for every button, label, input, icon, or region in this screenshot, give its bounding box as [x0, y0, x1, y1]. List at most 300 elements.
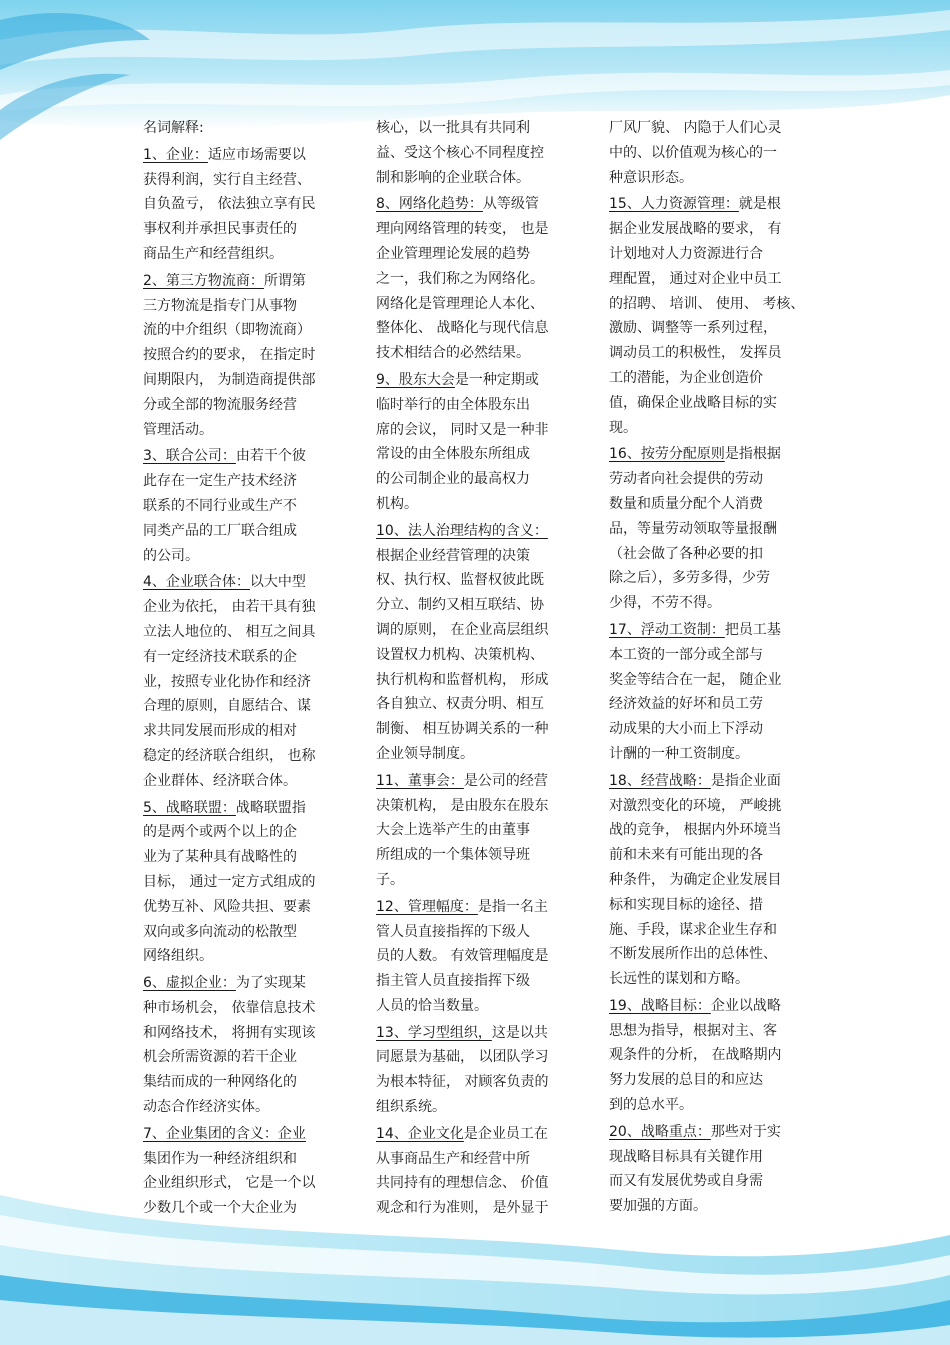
text-segment: 企业以战略 [710, 997, 781, 1014]
text-line [376, 668, 581, 693]
text-line [376, 868, 581, 893]
text-line [143, 217, 348, 242]
text-line [609, 341, 814, 366]
text-line [143, 242, 348, 267]
text-segment: 适应市场需要以 [207, 146, 306, 163]
text-segment: 技术相结合的必然结果。 [376, 345, 530, 362]
text-segment: 长远性的谋划和方略。 [609, 971, 749, 988]
term-entry [376, 192, 581, 368]
text-segment: 据企业发展战略的要求， 有 [609, 221, 782, 238]
text-line [609, 316, 814, 341]
text-line [609, 217, 814, 242]
text-segment: 企业组织形式， 它是一个以 [143, 1175, 316, 1192]
text-segment: 自负盈亏， 依法独立享有民 [143, 196, 316, 213]
text-line [376, 166, 581, 191]
text-segment: 事权利并承担民事责任的 [143, 221, 297, 238]
text-segment: 工的潜能，为企业创造价 [609, 369, 763, 386]
text-segment: 经济效益的好坏和员工劳 [609, 696, 763, 713]
text-segment: 机构。 [376, 495, 418, 512]
term-title: 7、企业集团的含义：企业 [143, 1125, 306, 1142]
text-line [376, 242, 581, 267]
text-segment: 厂风厂貌、 内隐于人们心灵 [609, 120, 782, 136]
text-line [143, 769, 348, 794]
text-line [143, 820, 348, 845]
term-heading-line [376, 769, 581, 794]
text-line [609, 643, 814, 668]
text-line [376, 492, 581, 517]
text-line [609, 1169, 814, 1194]
text-line [609, 416, 814, 441]
text-segment: 子。 [376, 871, 404, 888]
text-segment: 调动员工的积极性， 发挥员 [609, 345, 782, 362]
text-segment: 是指一名主 [477, 898, 548, 915]
text-line [609, 794, 814, 819]
text-line [143, 544, 348, 569]
term-entry [376, 519, 581, 769]
term-title: 9、股东大会 [376, 371, 455, 388]
text-segment: 观条件的分析， 在战略期内 [609, 1047, 782, 1064]
text-line [376, 1147, 581, 1172]
text-line [376, 1095, 581, 1120]
text-line [609, 591, 814, 616]
term-heading-line [376, 519, 581, 544]
term-entry [376, 769, 581, 895]
text-segment: 共同持有的理想信念、 价值 [376, 1175, 549, 1192]
term-entry [609, 769, 814, 994]
text-segment: 而又有发展优势或自身需 [609, 1173, 763, 1190]
text-segment: 集团作为一种经济组织和 [143, 1150, 297, 1167]
term-heading-line [143, 116, 348, 141]
text-segment: 根据企业经营管理的决策 [376, 547, 530, 564]
text-segment: 计酬的一种工资制度。 [609, 745, 749, 762]
text-line [143, 1095, 348, 1120]
text-line [376, 742, 581, 767]
text-segment: 组织系统。 [376, 1099, 446, 1116]
text-segment: 品，等量劳动领取等量报酬 [609, 520, 777, 537]
column-1 [143, 116, 348, 1223]
text-segment: 企业管理理论发展的趋势 [376, 245, 530, 262]
text-segment: 集结而成的一种网络化的 [143, 1074, 297, 1091]
term-entry [143, 143, 348, 269]
text-line [376, 442, 581, 467]
text-line [609, 517, 814, 542]
text-segment: 的公司制企业的最高权力 [376, 471, 530, 488]
term-entry [609, 116, 814, 192]
text-line [376, 1196, 581, 1221]
text-segment: 分或全部的物流服务经营 [143, 396, 297, 413]
text-segment: 整体化、 战略化与现代信息 [376, 320, 549, 337]
term-title: 16、按劳分配原则 [609, 446, 725, 463]
text-segment: 机会所需资源的若干企业 [143, 1049, 297, 1066]
term-entry [376, 1122, 581, 1223]
term-entry [376, 895, 581, 1021]
text-line [609, 292, 814, 317]
text-segment: 激励、调整等一系列过程， [609, 320, 777, 337]
text-segment: 努力发展的总目的和应达 [609, 1072, 763, 1089]
term-title: 10、法人治理结构的含义： [376, 522, 548, 539]
text-line [143, 870, 348, 895]
term-entry [609, 192, 814, 442]
term-entry [143, 570, 348, 795]
term-entry [143, 269, 348, 445]
term-title: 14、企业文化 [376, 1125, 464, 1142]
term-entry [143, 116, 348, 143]
text-segment: 这是以共 [491, 1024, 548, 1041]
text-segment: 的公司。 [143, 547, 199, 564]
text-line [609, 942, 814, 967]
text-segment: 要加强的方面。 [609, 1198, 707, 1215]
term-title: 4、企业联合体： [143, 574, 250, 591]
term-heading-line [143, 796, 348, 821]
text-line [143, 996, 348, 1021]
text-line [143, 168, 348, 193]
term-title: 6、虚拟企业： [143, 975, 236, 992]
text-line [376, 544, 581, 569]
text-segment: 把员工基 [724, 621, 781, 638]
text-segment: 获得利润，实行自主经营、 [143, 171, 311, 188]
text-line [609, 542, 814, 567]
term-heading-line [143, 1122, 348, 1147]
text-line [609, 668, 814, 693]
text-line [143, 895, 348, 920]
text-segment: 目标， 通过一定方式组成的 [143, 873, 316, 890]
term-title: 20、战略重点： [609, 1123, 711, 1140]
text-segment: 业，按照专业化协作和经济 [143, 673, 311, 690]
text-segment: 此存在一定生产技术经济 [143, 473, 297, 490]
text-line [143, 694, 348, 719]
text-segment: 理配置， 通过对企业中员工 [609, 270, 782, 287]
text-line [376, 418, 581, 443]
column-2 [376, 116, 581, 1223]
term-title: 17、浮动工资制： [609, 621, 725, 638]
text-segment: 决策机构， 是由股东在股东 [376, 797, 549, 814]
text-segment: 指主管人员直接指挥下级 [376, 973, 530, 990]
text-segment: 人员的恰当数量。 [376, 997, 488, 1014]
text-segment: 是公司的经营 [463, 772, 548, 789]
text-segment: 网络组织。 [143, 948, 213, 965]
text-line [609, 742, 814, 767]
column-3 [609, 116, 814, 1221]
term-title: 5、战略联盟： [143, 799, 236, 816]
text-segment: 除之后），多劳多得，少劳 [609, 570, 770, 587]
text-segment: 动成果的大小而上下浮动 [609, 721, 763, 738]
text-line [609, 391, 814, 416]
term-entry [143, 971, 348, 1122]
text-segment: 企业领导制度。 [376, 745, 474, 762]
text-line [609, 1145, 814, 1170]
text-segment: 那些对于实 [710, 1123, 781, 1140]
text-line [609, 692, 814, 717]
text-line [609, 492, 814, 517]
text-segment: 为根本特征， 对顾客负责的 [376, 1074, 549, 1091]
text-segment: 以大中型 [249, 574, 306, 591]
text-line [143, 192, 348, 217]
text-line [143, 645, 348, 670]
text-line [143, 343, 348, 368]
text-segment: 到的总水平。 [609, 1097, 693, 1114]
text-segment: 就是根 [738, 196, 781, 213]
text-line [376, 1171, 581, 1196]
term-entry [609, 442, 814, 618]
term-heading-line [609, 618, 814, 643]
text-line [609, 717, 814, 742]
text-segment: 劳动者向社会提供的劳动 [609, 471, 763, 488]
term-title: 2、第三方物流商： [143, 272, 264, 289]
text-line [609, 267, 814, 292]
text-segment: 所组成的一个集体领导班 [376, 847, 530, 864]
term-title: 8、网络化趋势： [376, 196, 483, 213]
text-line [143, 719, 348, 744]
text-line [609, 868, 814, 893]
text-line [143, 845, 348, 870]
text-segment: 大会上选举产生的由董事 [376, 822, 530, 839]
text-segment: 前和未来有可能出现的各 [609, 847, 763, 864]
text-segment: 调的原则， 在企业高层组织 [376, 621, 549, 638]
text-segment: 为了实现某 [235, 975, 306, 992]
text-line [376, 341, 581, 366]
text-line [609, 1194, 814, 1219]
text-line [609, 141, 814, 166]
text-line [143, 1147, 348, 1172]
text-line [376, 467, 581, 492]
text-line [143, 469, 348, 494]
text-segment: 业为了某种具有战略性的 [143, 849, 297, 866]
text-line [609, 1019, 814, 1044]
text-line [143, 670, 348, 695]
text-segment: 动态合作经济实体。 [143, 1099, 269, 1116]
term-heading-line [609, 192, 814, 217]
term-entry [376, 116, 581, 192]
term-title: 18、经营战略： [609, 772, 711, 789]
term-entry [143, 796, 348, 972]
text-segment: 所谓第 [263, 272, 306, 289]
text-segment: 制衡、 相互协调关系的一种 [376, 721, 549, 738]
text-segment: 由若干个彼 [235, 448, 306, 465]
text-line [143, 418, 348, 443]
text-line [376, 994, 581, 1019]
text-segment: 是指根据 [724, 446, 781, 463]
text-segment: 优势互补、风险共担、要素 [143, 898, 311, 915]
text-segment: 有一定经济技术联系的企 [143, 648, 297, 665]
text-line [143, 1196, 348, 1221]
text-segment: 奖金等结合在一起， 随企业 [609, 671, 782, 688]
term-title: 19、战略目标： [609, 997, 711, 1014]
text-segment: 各自独立、权责分明、相互 [376, 696, 544, 713]
text-line [376, 267, 581, 292]
text-line [609, 1043, 814, 1068]
text-line [143, 368, 348, 393]
text-segment: 本工资的一部分或全部与 [609, 646, 763, 663]
text-segment: 网络化是管理理论人本化、 [376, 295, 544, 312]
text-line [376, 717, 581, 742]
term-entry [609, 1120, 814, 1221]
term-entry [609, 618, 814, 769]
term-title: 1、企业： [143, 146, 208, 163]
term-heading-line [376, 1021, 581, 1046]
text-segment: 计划地对人力资源进行合 [609, 245, 763, 262]
text-segment: 是一种定期或 [454, 371, 539, 388]
text-segment: 核心，以一批具有共同利 [376, 120, 530, 136]
text-segment: 战略联盟指 [235, 799, 306, 816]
text-line [609, 843, 814, 868]
text-line [143, 294, 348, 319]
text-line [376, 969, 581, 994]
text-segment: 不断发展所作出的总体性、 [609, 946, 777, 963]
text-segment: 联系的不同行业或生产不 [143, 497, 297, 514]
text-line [376, 1070, 581, 1095]
term-heading-line [376, 368, 581, 393]
text-segment: 的招聘、 培训、 使用、 考核、 [609, 295, 805, 312]
text-segment: 的是两个或两个以上的企 [143, 824, 297, 841]
term-heading-line [143, 444, 348, 469]
text-line [609, 818, 814, 843]
top-wave-background [0, 0, 950, 130]
text-segment: 求共同发展而形成的相对 [143, 723, 297, 740]
text-segment: 少数几个或一个大企业为 [143, 1200, 297, 1217]
text-line [143, 1171, 348, 1196]
term-heading-line [143, 570, 348, 595]
text-segment: 商品生产和经营组织。 [143, 245, 283, 262]
text-line [143, 1021, 348, 1046]
term-heading-line [609, 994, 814, 1019]
term-heading-line [376, 192, 581, 217]
text-line [609, 242, 814, 267]
text-segment: 稳定的经济联合组织， 也称 [143, 747, 316, 764]
term-entry [376, 1021, 581, 1122]
text-segment: 中的、以价值观为核心的一 [609, 144, 777, 161]
term-heading-line [609, 116, 814, 141]
term-title: 11、董事会： [376, 772, 464, 789]
text-line [376, 1045, 581, 1070]
text-line [376, 593, 581, 618]
text-segment: 益、受这个核心不同程度控 [376, 144, 544, 161]
text-segment: 种市场机会， 依靠信息技术 [143, 999, 316, 1016]
text-line [609, 1068, 814, 1093]
text-segment: 施、手段，谋求企业生存和 [609, 921, 777, 938]
text-segment: 合理的原则，自愿结合、谋 [143, 698, 311, 715]
term-entry [143, 444, 348, 570]
text-segment: 是企业员工在 [463, 1125, 548, 1142]
text-line [143, 393, 348, 418]
term-heading-line [609, 442, 814, 467]
text-segment: 常设的由全体股东所组成 [376, 446, 530, 463]
text-segment: 理向网络管理的转变， 也是 [376, 221, 549, 238]
term-entry [609, 994, 814, 1120]
text-segment: 管人员直接指挥的下级人 [376, 923, 530, 940]
term-heading-line [609, 769, 814, 794]
text-segment: 值，确保企业战略目标的实 [609, 394, 777, 411]
text-line [143, 1070, 348, 1095]
text-line [376, 920, 581, 945]
text-line [143, 1045, 348, 1070]
text-segment: 立法人地位的、 相互之间具 [143, 623, 316, 640]
text-line [609, 566, 814, 591]
text-segment: 种条件， 为确定企业发展目 [609, 871, 782, 888]
term-heading-line [143, 971, 348, 996]
text-line [376, 618, 581, 643]
text-line [376, 843, 581, 868]
text-segment: 流的中介组织（即物流商） [143, 322, 311, 339]
term-heading-line [143, 143, 348, 168]
text-segment: 同类产品的工厂联合组成 [143, 522, 297, 539]
text-line [143, 920, 348, 945]
term-title: 3、联合公司： [143, 448, 236, 465]
text-line [376, 292, 581, 317]
term-title: 15、人力资源管理： [609, 196, 739, 213]
text-line [609, 1093, 814, 1118]
text-line [143, 595, 348, 620]
text-line [143, 494, 348, 519]
text-line [376, 692, 581, 717]
text-segment: 权、执行权、监督权彼此既 [376, 572, 544, 589]
text-line [376, 217, 581, 242]
text-line [143, 519, 348, 544]
text-line [609, 166, 814, 191]
text-segment: 三方物流是指专门从事物 [143, 297, 297, 314]
term-entry [376, 368, 581, 519]
text-segment: 是指企业面 [710, 772, 781, 789]
text-segment: 标和实现目标的途径、措 [609, 896, 763, 913]
text-segment: 战的竞争， 根据内外环境当 [609, 822, 782, 839]
text-line [376, 818, 581, 843]
text-line [609, 918, 814, 943]
text-line [376, 316, 581, 341]
text-line [609, 893, 814, 918]
text-segment: 思想为指导，根据对主、客 [609, 1022, 777, 1039]
text-segment: 执行机构和监督机构， 形成 [376, 671, 549, 688]
term-heading-line [376, 895, 581, 920]
term-title: 12、管理幅度： [376, 898, 478, 915]
text-segment: （社会做了各种必要的扣 [609, 545, 763, 562]
text-segment: 按照合约的要求， 在指定时 [143, 347, 316, 364]
text-line [609, 366, 814, 391]
text-line [609, 467, 814, 492]
text-line [376, 393, 581, 418]
text-line [376, 568, 581, 593]
term-heading-line [376, 1122, 581, 1147]
text-segment: 少得，不劳不得。 [609, 595, 721, 612]
text-segment: 制和影响的企业联合体。 [376, 169, 530, 186]
text-segment: 对激烈变化的环境， 严峻挑 [609, 797, 782, 814]
term-entry [143, 1122, 348, 1223]
text-line [143, 944, 348, 969]
text-line [143, 744, 348, 769]
text-segment: 之一，我们称之为网络化。 [376, 270, 544, 287]
text-line [609, 967, 814, 992]
text-segment: 临时举行的由全体股东出 [376, 396, 530, 413]
term-heading-line [143, 269, 348, 294]
text-segment: 员的人数。 有效管理幅度是 [376, 948, 549, 965]
text-line [376, 794, 581, 819]
text-segment: 名词解释: [143, 120, 204, 136]
text-segment: 从等级管 [482, 196, 539, 213]
text-segment: 企业群体、经济联合体。 [143, 772, 297, 789]
text-line [376, 643, 581, 668]
text-segment: 设置权力机构、决策机构、 [376, 646, 544, 663]
text-segment: 现。 [609, 419, 637, 436]
text-segment: 观念和行为准则， 是外显于 [376, 1200, 549, 1217]
text-segment: 双向或多向流动的松散型 [143, 923, 297, 940]
text-segment: 和网络技术， 将拥有实现该 [143, 1024, 316, 1041]
text-segment: 席的会议， 同时又是一种非 [376, 421, 549, 438]
text-segment: 间期限内， 为制造商提供部 [143, 371, 316, 388]
text-line [143, 620, 348, 645]
text-segment: 分立、制约又相互联结、协 [376, 597, 544, 614]
text-segment: 企业为依托， 由若干具有独 [143, 599, 316, 616]
text-segment: 同愿景为基础， 以团队学习 [376, 1049, 549, 1066]
text-segment: 现战略目标具有关键作用 [609, 1148, 763, 1165]
term-heading-line [609, 1120, 814, 1145]
